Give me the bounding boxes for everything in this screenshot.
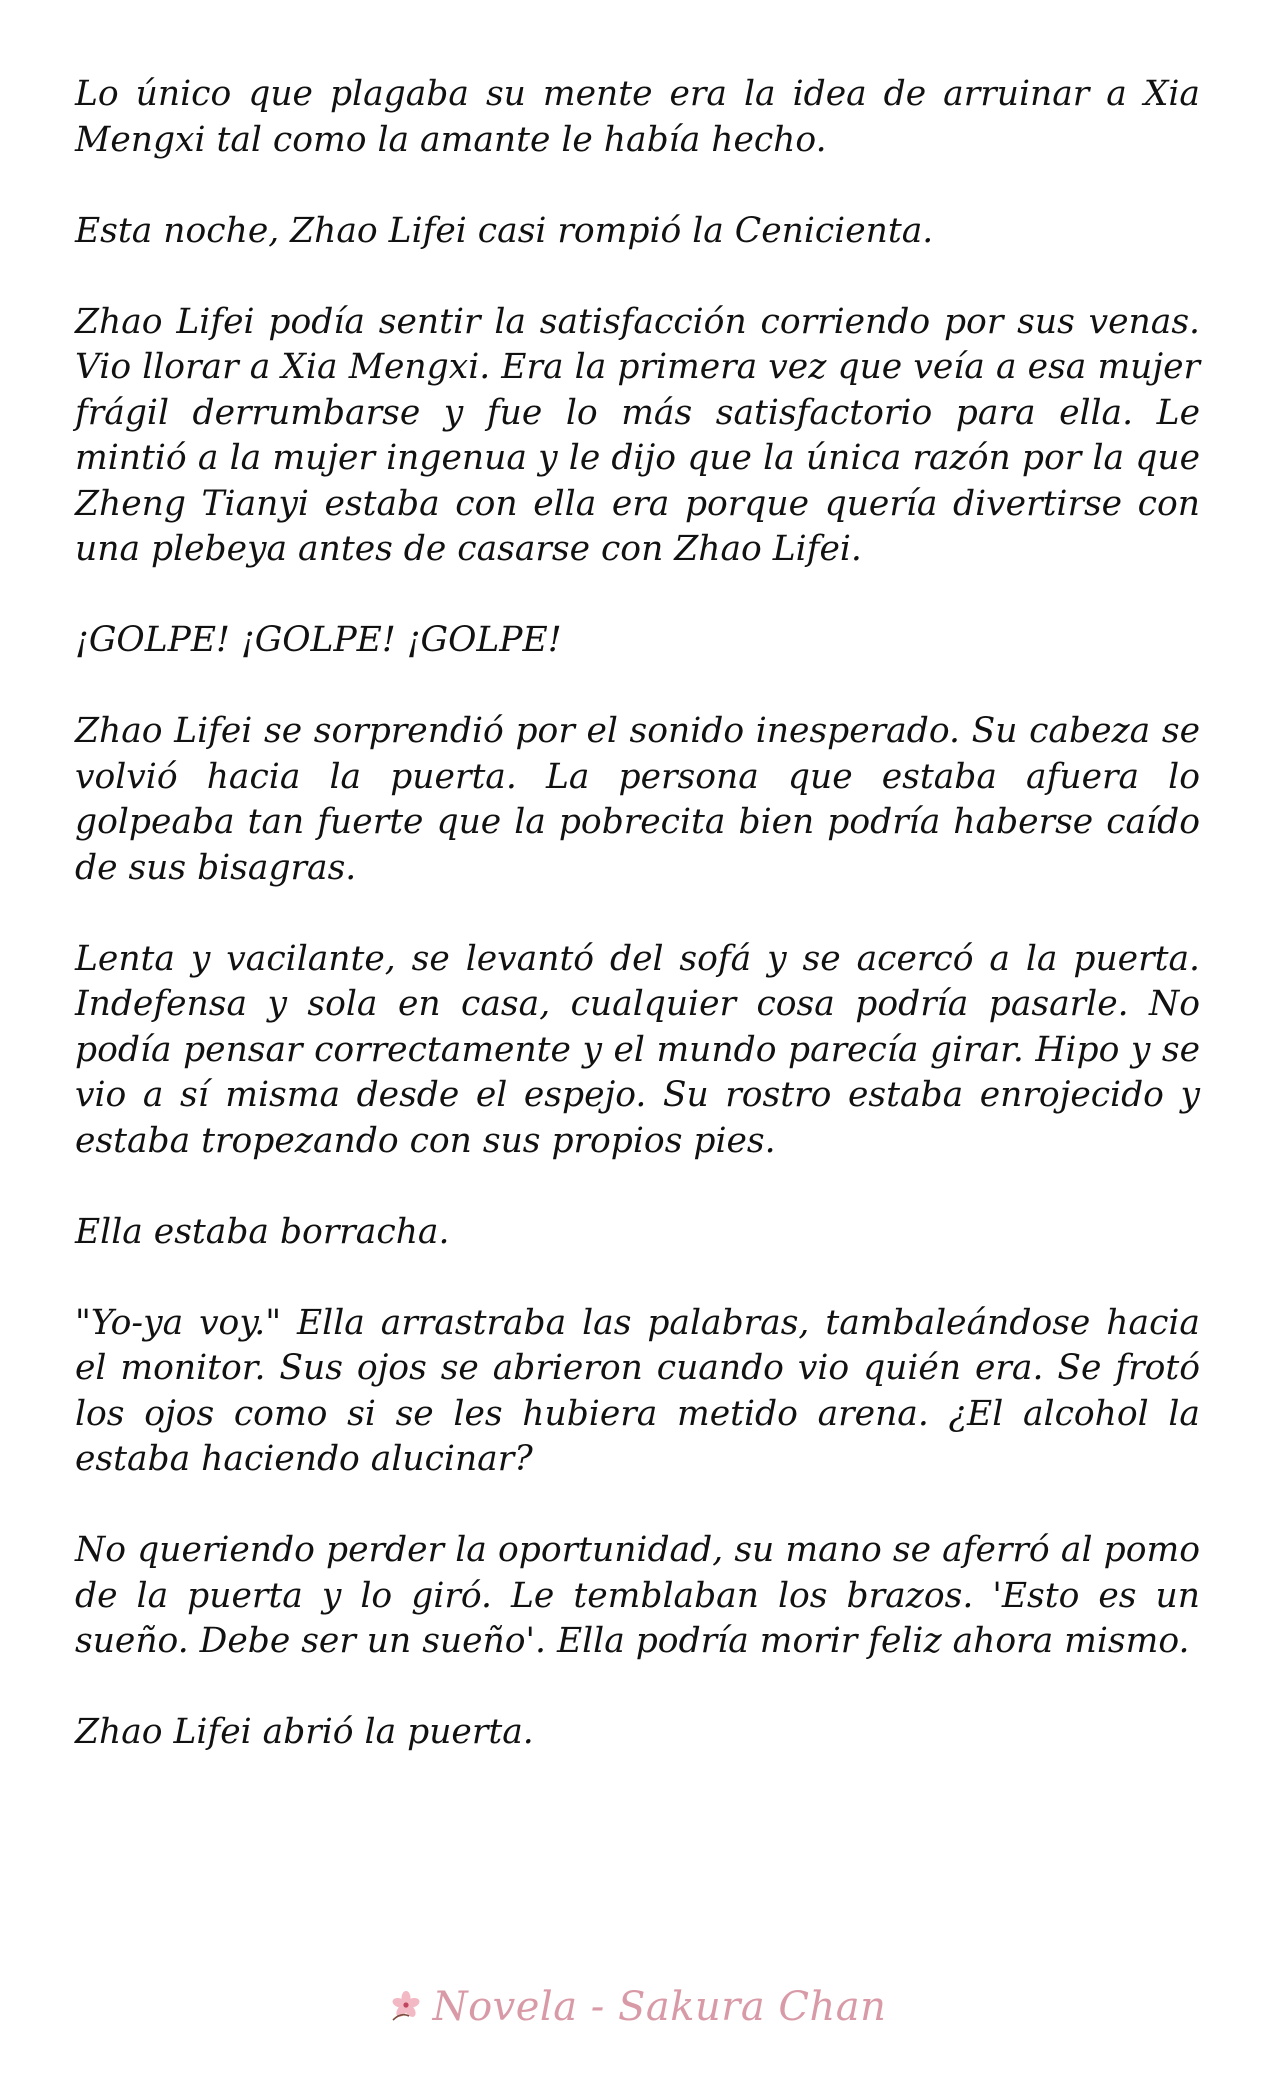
paragraph-7: Ella estaba borracha. [75,1211,450,1252]
story-text [75,72,1200,1756]
watermark [0,1982,1275,2032]
watermark-text: Novela - Sakura Chan [432,1984,887,2030]
paragraph-5: Zhao Lifei se sorprendió por el sonido inesperado. Su cabeza se volvió hacia la puerta. La persona que estaba afuera lo golpeaba tan fuerte que la pobrecita bien podría haberse caído de sus bisagras. [75,711,1200,888]
paragraph-6: Lenta y vacilante, se levantó del sofá y se acercó a la puerta. Indefensa y sola en casa, cualquier cosa podría pasarle. No podía pensar correctamente y el mundo parecía girar. Hipo y se vio a sí misma desde el espejo. Su rostro estaba enrojecido y estaba tropezando con sus propios pies. [75,938,1200,1161]
paragraph-9: No queriendo perder la oportunidad, su mano se aferró al pomo de la puerta y lo giró. Le temblaban los brazos. 'Esto es un sueño. Debe ser un sueño'. Ella podría morir feliz ahora mismo. [75,1530,1200,1661]
paragraph-10: Zhao Lifei abrió la puerta. [75,1712,534,1752]
paragraph-8: "Yo-ya voy." Ella arrastraba las palabras, tambaleándose hacia el monitor. Sus ojos se abrieron cuando vio quién era. Se frotó los ojos como si se les hubiera metido arena. ¿El alcohol la estaba haciendo alucinar? [75,1302,1200,1479]
sakura-blossom-icon [389,1990,423,2024]
paragraph-1: Lo único que plagaba su mente era la idea de arruinar a Xia Mengxi tal como la amante le había hecho. [75,74,1200,160]
paragraph-4: ¡GOLPE! ¡GOLPE! ¡GOLPE! [75,620,562,660]
paragraph-3: Zhao Lifei podía sentir la satisfacción corriendo por sus venas. Vio llorar a Xia Mengxi. Era la primera vez que veía a esa mujer frágil derrumbarse y fue lo más satisfactorio para ella. Le mintió a la mujer ingenua y le dijo que la única razón por la que Zheng Tianyi estaba con ella era porque quería divertirse con una plebeya antes de casarse con Zhao Lifei. [75,301,1200,569]
paragraph-2: Esta noche, Zhao Lifei casi rompió la Cenicienta. [75,210,934,251]
